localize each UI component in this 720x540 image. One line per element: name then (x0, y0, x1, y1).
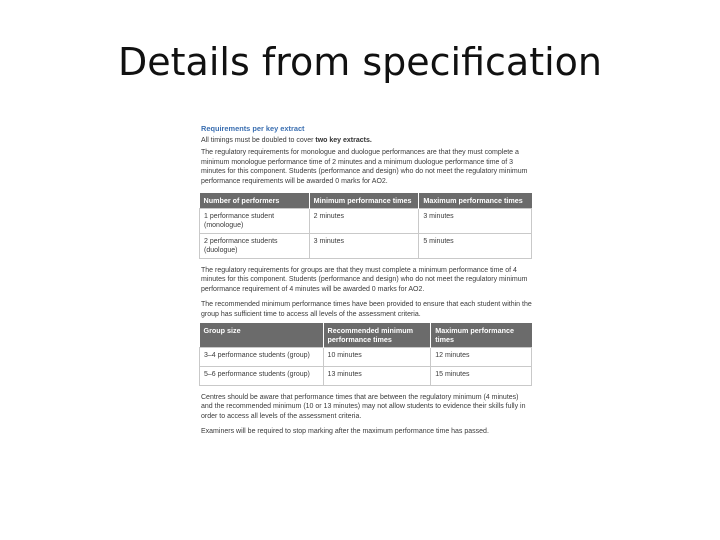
column-header: Maximum performance times (419, 193, 532, 209)
column-header: Number of performers (200, 193, 310, 209)
table-cell: 2 performance students (duologue) (200, 233, 310, 258)
table-cell: 15 minutes (431, 366, 532, 385)
specification-excerpt (199, 124, 532, 443)
paragraph-group-requirements: The regulatory requirements for groups are that they must complete a minimum performance time of 4 minutes for this component. Students (performance and design) who do not meet the regulatory minimum performance requirement of 4 minutes will be awarded 0 marks for AO2. (201, 266, 528, 293)
table-cell: 2 minutes (309, 208, 419, 233)
table-cell: 10 minutes (323, 347, 431, 366)
performer-times-table (199, 193, 532, 259)
column-header: Group size (200, 323, 324, 348)
table-cell: 5–6 performance students (group) (200, 366, 324, 385)
table-row (200, 233, 532, 258)
paragraph-duologue-requirements: The regulatory requirements for monologue and duologue performances are that they must complete a minimum monologue performance time of 2 minutes and a minimum duologue performance time of 3 minutes for this component. Students (performance and design) who do not meet the regulatory minimum performance requirements will be awarded 0 marks for AO2. (201, 149, 528, 185)
table-row (200, 366, 532, 385)
section-heading: Requirements per key extract (201, 124, 305, 133)
table-header-row (200, 323, 532, 348)
table-cell: 5 minutes (419, 233, 532, 258)
column-header: Recommended minimum performance times (323, 323, 431, 348)
column-header: Minimum performance times (309, 193, 419, 209)
group-times-table (199, 323, 532, 386)
table-header-row (200, 193, 532, 209)
column-header: Maximum performance times (431, 323, 532, 348)
table-row (200, 347, 532, 366)
table-cell: 1 performance student (monologue) (200, 208, 310, 233)
table-row (200, 208, 532, 233)
table-cell: 13 minutes (323, 366, 431, 385)
intro-prefix: All timings must be doubled to cover (201, 136, 316, 144)
table-cell: 3 minutes (309, 233, 419, 258)
table-cell: 3 minutes (419, 208, 532, 233)
table-cell: 12 minutes (431, 347, 532, 366)
table-cell: 3–4 performance students (group) (200, 347, 324, 366)
intro-text (201, 136, 532, 146)
intro-bold: two key extracts. (315, 136, 372, 144)
paragraph-recommended-times: The recommended minimum performance times have been provided to ensure that each student within the group has sufficient time to access all levels of the assessment criteria. (201, 301, 532, 318)
paragraph-centres-note: Centres should be aware that performance times that are between the regulatory minimum (4 minutes) and the recommended minimum (10 or 13 minutes) may not allow students to evidence their skills fully in order to access all levels of the assessment criteria. (201, 393, 526, 420)
slide-title: Details from specification (118, 40, 602, 84)
paragraph-examiners-note: Examiners will be required to stop marking after the maximum performance time has passed. (201, 428, 489, 436)
